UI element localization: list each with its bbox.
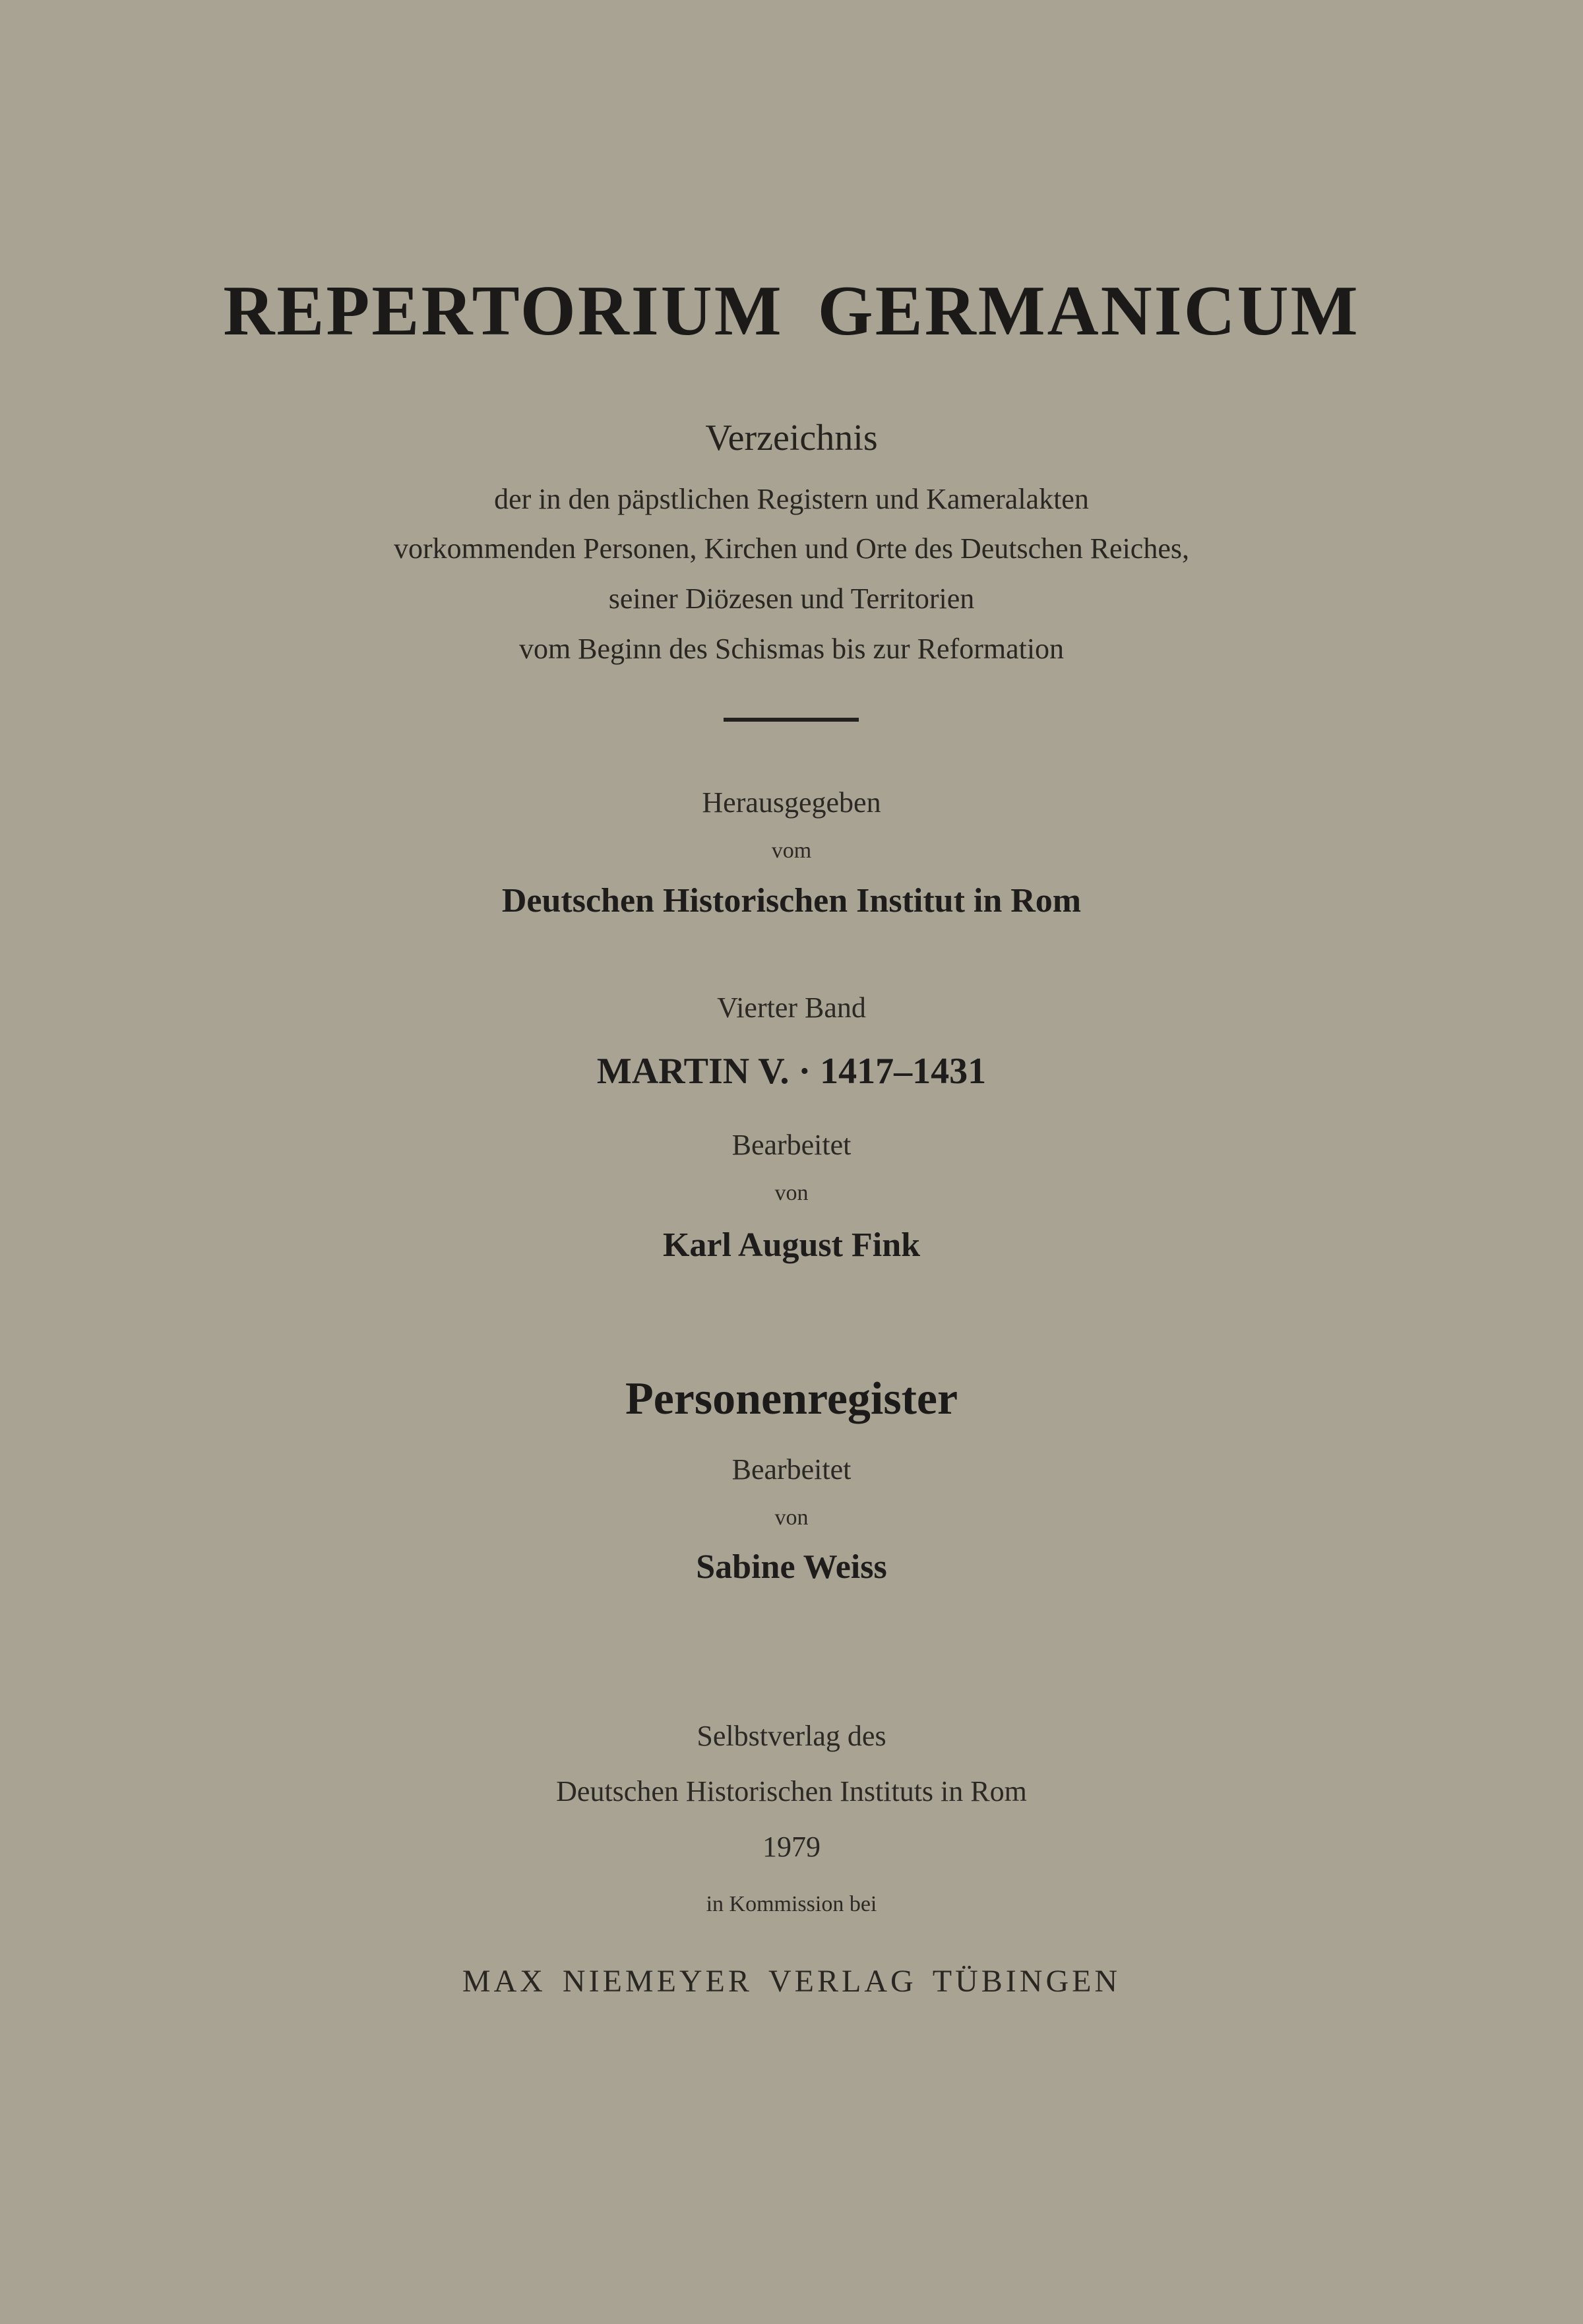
- imprint-kommission: in Kommission bei: [706, 1892, 877, 1916]
- book-title: REPERTORIUM GERMANICUM: [223, 272, 1360, 350]
- register-bearbeitet: Bearbeitet: [731, 1453, 852, 1486]
- divider-rule: [724, 718, 859, 722]
- description-line-4: vom Beginn des Schismas bis zur Reformation: [518, 633, 1065, 665]
- volume-title: MARTIN V. · 1417–1431: [596, 1051, 987, 1092]
- volume-bearbeitet: Bearbeitet: [731, 1129, 852, 1161]
- volume-von: von: [774, 1181, 809, 1205]
- editor-vom: vom: [771, 838, 812, 863]
- imprint-institute: Deutschen Historischen Instituts in Rom: [556, 1775, 1027, 1807]
- description-line-3: seiner Diözesen und Territorien: [608, 582, 975, 615]
- imprint-year: 1979: [762, 1831, 821, 1863]
- book-subtitle: Verzeichnis: [705, 418, 878, 458]
- imprint-selbstverlag: Selbstverlag des: [697, 1720, 886, 1752]
- register-title: Personenregister: [625, 1373, 958, 1424]
- volume-number: Vierter Band: [717, 991, 866, 1024]
- editor-label: Herausgegeben: [702, 786, 881, 819]
- editor-institute: Deutschen Historischen Institut in Rom: [501, 882, 1082, 920]
- register-author: Sabine Weiss: [696, 1548, 887, 1586]
- imprint-publisher: MAX NIEMEYER VERLAG TÜBINGEN: [462, 1964, 1121, 1999]
- register-von: von: [774, 1505, 809, 1530]
- volume-author: Karl August Fink: [662, 1226, 921, 1264]
- description-line-1: der in den päpstlichen Registern und Kameralakten: [494, 483, 1089, 515]
- description-line-2: vorkommenden Personen, Kirchen und Orte des Deutschen Reiches,: [393, 532, 1189, 565]
